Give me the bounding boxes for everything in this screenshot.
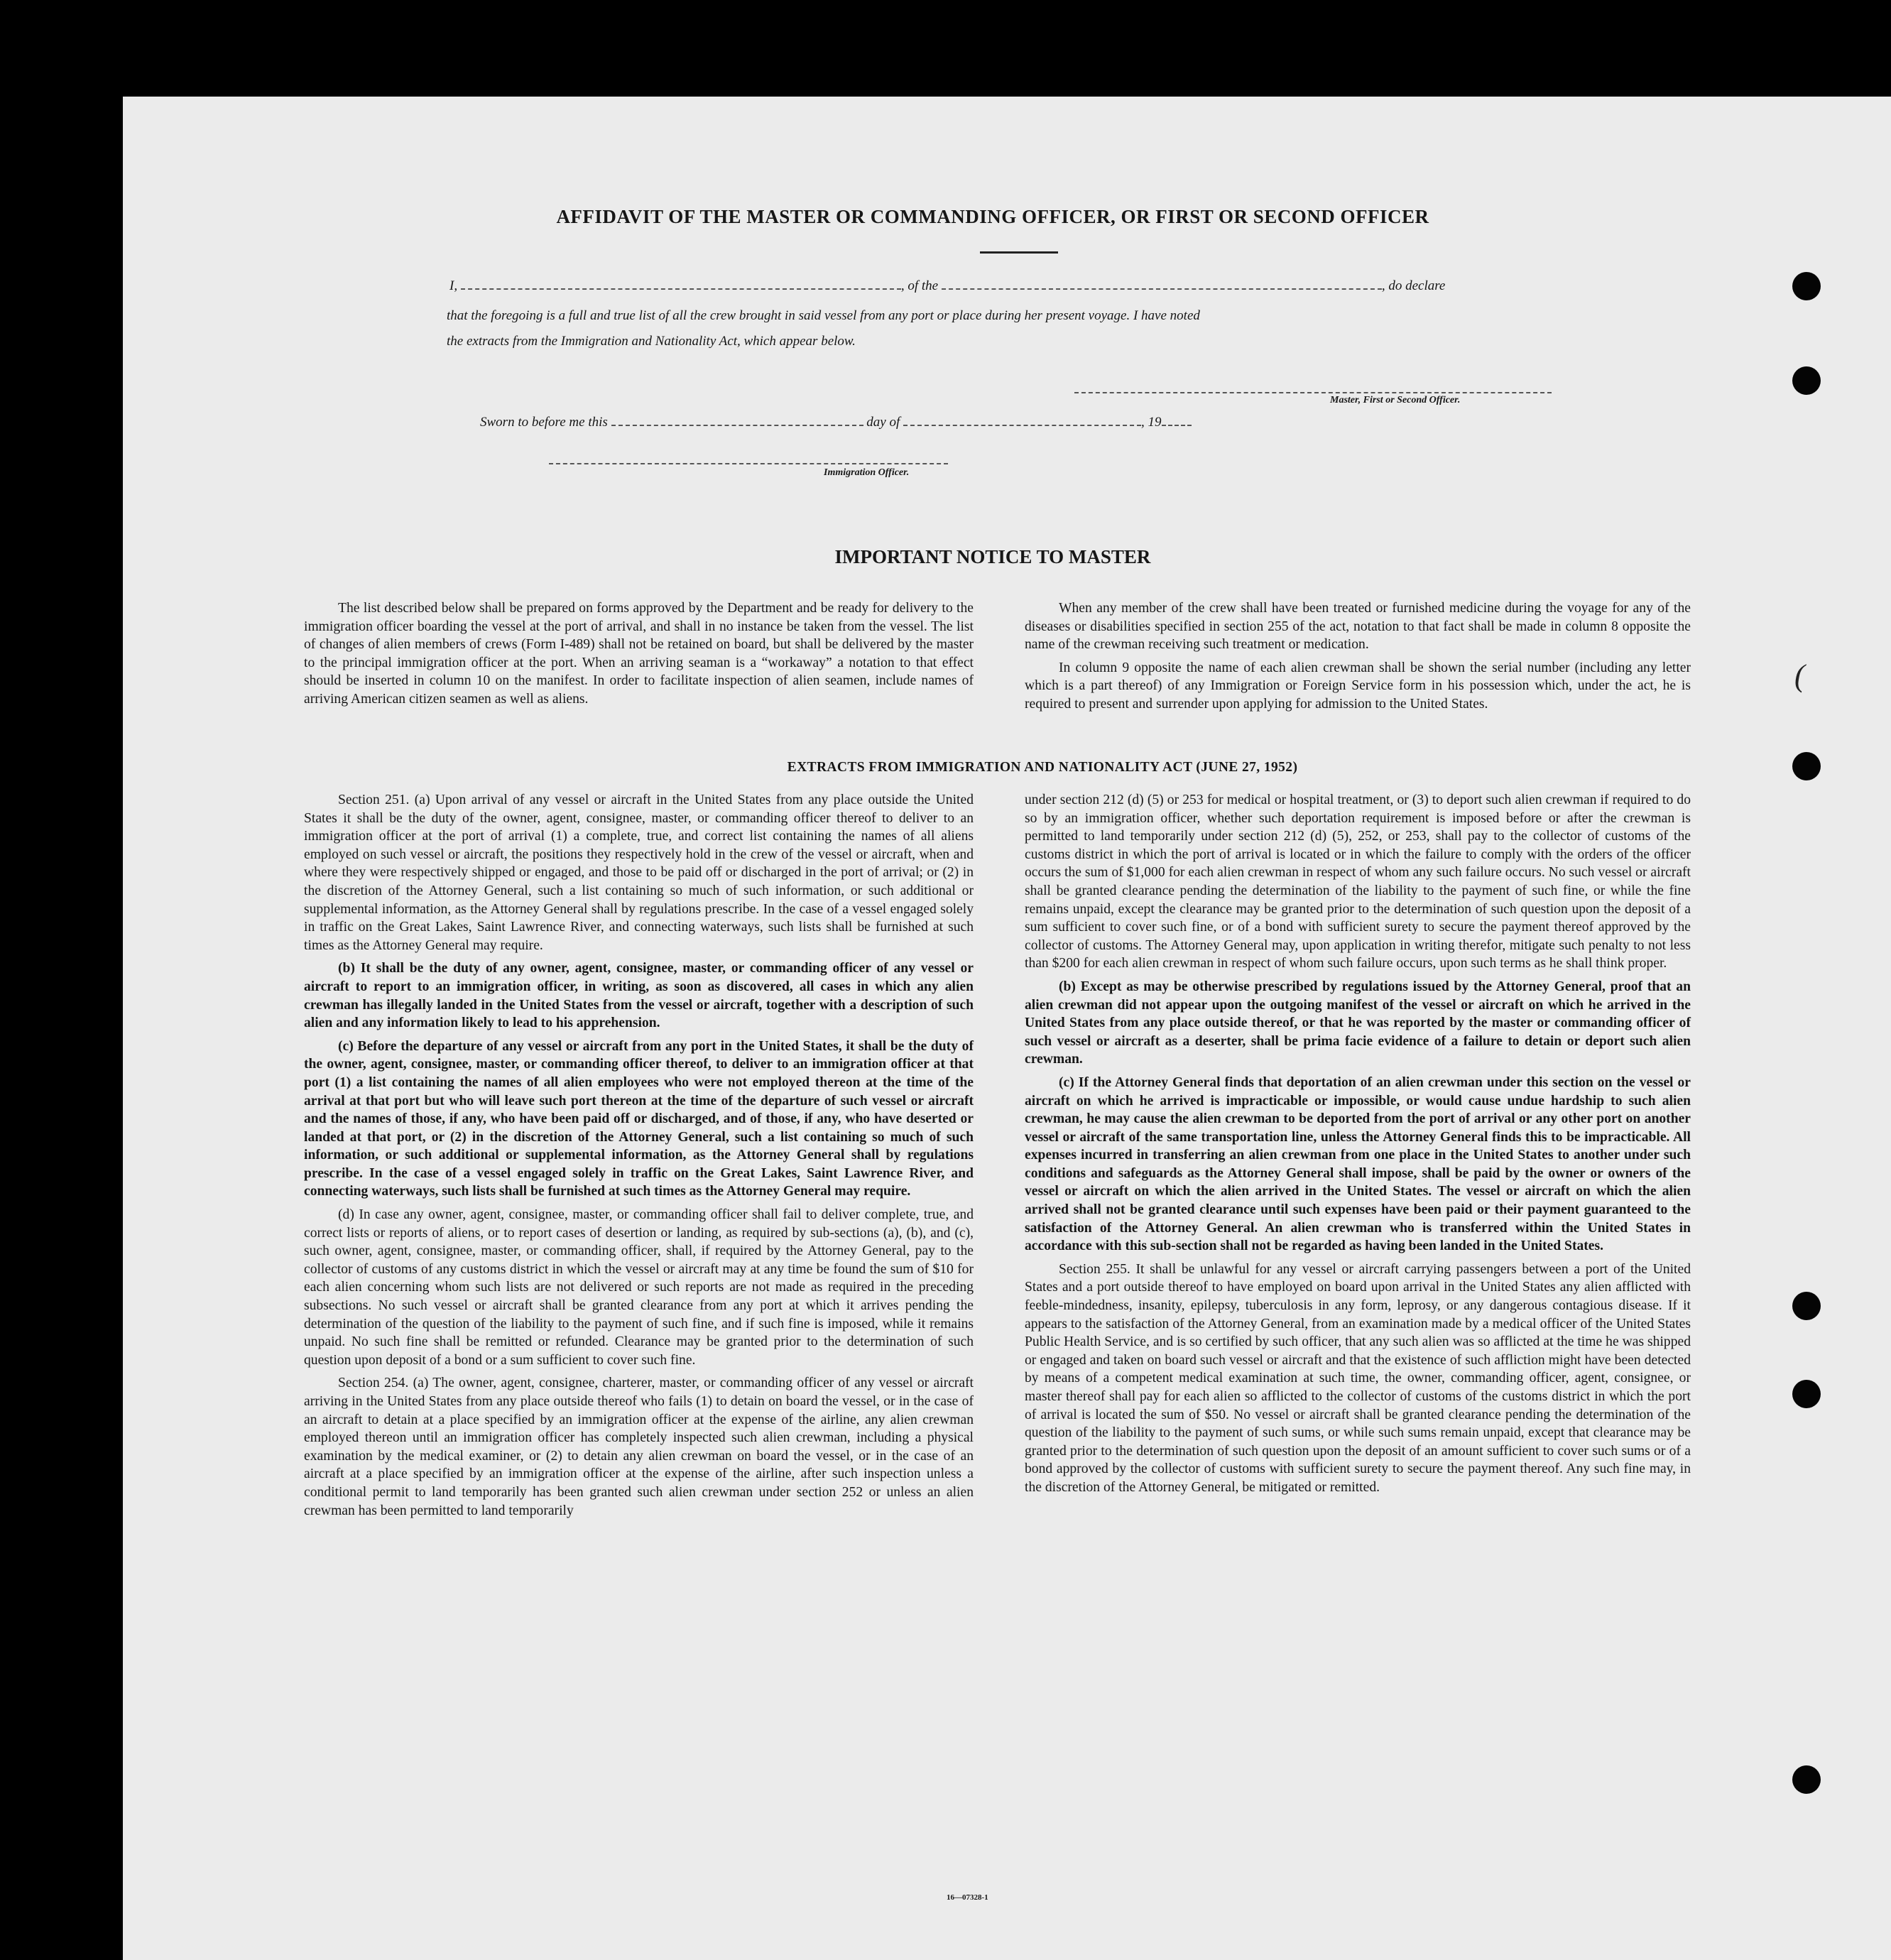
sworn-prefix: Sworn to before me this xyxy=(480,415,608,430)
punch-hole xyxy=(1792,272,1821,300)
section-paragraph: (d) In case any owner, agent, consignee, master, or commanding officer shall fail to deliver complete, true, and correct lists or reports of aliens, or to report cases of desertion or landing, as required by sub-sections (a), (b), and (c), such owner, agent, consignee, master, or commanding officer, shall, if required by the Attorney General, pay to the collector of customs of any customs district in which the vessel or aircraft may at any time be found the sum of $10 for each alien concerning whom such lists are not delivered or such reports are not made as required in the preceding subsections. No such vessel or aircraft shall be granted clearance from any port at which it arrives pending the determination of the question of the liability to the payment of such fine, and if such fine is imposed, while it remains unpaid. No such fine shall be remitted or refunded. Clearance may be granted prior to the determination of such question upon deposit of a bond or a sum sufficient to cover such fine. xyxy=(304,1207,974,1368)
immigration-officer-signature-line[interactable] xyxy=(549,463,948,464)
punch-hole xyxy=(1792,1380,1821,1408)
declaration-line-3: the extracts from the Immigration and Nationality Act, which appear below. xyxy=(447,334,856,349)
declaration-line-1 xyxy=(449,273,1445,300)
declarant-prefix: I, xyxy=(449,278,458,293)
extracts-title: EXTRACTS FROM IMMIGRATION AND NATIONALITY ACT (JUNE 27, 1952) xyxy=(787,760,1298,775)
master-signature-line[interactable] xyxy=(1074,392,1552,393)
notice-paragraph: In column 9 opposite the name of each alien crewman shall be shown the serial number (including any letter which is a part thereof) of any Immigration or Foreign Service form in his possession which, under the act, he is required to present and surrender upon applying for admission to the United States. xyxy=(1025,660,1691,712)
section-paragraph: Section 255. It shall be unlawful for any vessel or aircraft carrying passengers between a port of the United States and a port outside thereof to have employed on board upon arrival in the United States any alien afflicted with feeble-mindedness, insanity, epilepsy, tuberculosis in any form, leprosy, or any dangerous contagious disease. If it appears to the satisfaction of the Attorney General, from an examination made by a medical officer of the United States Public Health Service, and is so certified by such officer, that any such alien was so afflicted at the time he was shipped or engaged and taken on board such vessel or aircraft and that the existence of such affliction might have been detected by means of a competent medical examination at such time, the owner, commanding officer, agent, consignee, or master thereof shall pay for each alien so afflicted to the collector of customs of the customs district in which the port of arrival is located the sum of $50. No vessel or aircraft shall be granted clearance pending the determination of the question of the liability to the payment of such sums, or while such sums remain unpaid, except that clearance may be granted prior to the determination of such question upon the deposit of an amount sufficient to cover such sums or of a bond approved by the collector of customs with sufficient surety to secure the payment thereof. Any such fine may, in the discretion of the Attorney General, be mitigated or remitted. xyxy=(1025,1261,1691,1495)
section-paragraph: (b) It shall be the duty of any owner, agent, consignee, master, or commanding officer of any vessel or aircraft to report to an immigration officer, in writing, as soon as discovered, all cases in which any alien crewman has illegally landed in the United States from the vessel or aircraft, together with a description of such alien and any information likely to lead to his apprehension. xyxy=(304,961,974,1031)
extracts-right-column xyxy=(1025,791,1691,1502)
punch-hole xyxy=(1792,366,1821,395)
punch-hole xyxy=(1792,752,1821,780)
section-paragraph: (c) If the Attorney General finds that deportation of an alien crewman under this section on the vessel or aircraft on which he arrived is impracticable or impossible, or would cause undue hardship to such alien crewman, he may cause the alien crewman to be deported from the port of arrival or any other port on another vessel or aircraft of the same transportation line, unless the Attorney General finds this to be impracticable. All expenses incurred in transferring an alien crewman from one place in the United States to another under such conditions and safeguards as the Attorney General shall impose, shall be paid by the owner or owners of the vessel or aircraft on which the alien arrived in the United States. The vessel or aircraft on which the alien arrived shall not be granted clearance until such expenses have been paid or their payment guaranteed to the satisfaction of the Attorney General. An alien crewman who is transferred within the United States in accordance with this sub-section shall not be regarded as having been landed in the United States. xyxy=(1025,1074,1691,1254)
do-declare-label: , do declare xyxy=(1381,278,1446,293)
sworn-day-field[interactable] xyxy=(611,416,863,426)
notice-left-column xyxy=(304,599,974,714)
punch-hole xyxy=(1792,1292,1821,1320)
margin-mark: ( xyxy=(1794,658,1805,693)
notice-title: IMPORTANT NOTICE TO MASTER xyxy=(834,546,1151,567)
master-signature-label: Master, First or Second Officer. xyxy=(1330,395,1461,405)
section-paragraph: under section 212 (d) (5) or 253 for medical or hospital treatment, or (3) to deport such alien crewman if required to do so by an immigration officer, whether such deportation requirement is imposed before or after the crewman is permitted to land temporarily under section 212 (d) (5), 252, or 253, shall pay to the collector of customs of the customs district in which the port of arrival is located or in which the failure to comply with the orders of the officer occurs the sum of $1,000 for each alien crewman in respect of whom any such failure occurs. No such vessel or aircraft shall be granted clearance pending the determination of the liability to the payment of such fine, or while the fine remains unpaid, except the clearance may be granted prior to the determination of such question upon the deposit of a sum sufficient to cover such fine, or of a bond with sufficient surety to secure the payment thereof approved by the collector of customs. The Attorney General may, upon application in writing therefor, mitigate such penalty to not less than $200 for each alien crewman in respect of whom such failure occurs, upon such terms as he shall think proper. xyxy=(1025,793,1691,971)
sworn-line xyxy=(480,409,1192,436)
declaration-line-2: that the foregoing is a full and true list of all the crew brought in said vessel from any port or place during her present voyage. I have noted xyxy=(447,308,1200,323)
vessel-name-field[interactable] xyxy=(942,280,1382,290)
sworn-year-field[interactable] xyxy=(1162,416,1192,426)
section-paragraph: (c) Before the departure of any vessel or aircraft from any port in the United States, it shall be the duty of the owner, agent, consignee, master, or commanding officer thereof, to deliver to an immigration officer at that port (1) a list containing the names of all alien employees who were not employed thereon at the time of the arrival at that port but who will leave such port thereon at the time of the departure of such vessel or aircraft and the names of those, if any, who have been paid off or discharged, and of those, if any, who have deserted or landed at that port, or (2) in the discretion of the Attorney General, such a list containing so much of such information, or such additional or supplemental information, as the Attorney General shall by regulations prescribe. In the case of a vessel engaged solely in traffic on the Great Lakes, Saint Lawrence River, and connecting waterways, such lists shall be furnished at such times as the Attorney General may require. xyxy=(304,1038,974,1199)
section-paragraph: Section 254. (a) The owner, agent, consignee, charterer, master, or commanding officer of any vessel or aircraft arriving in the United States from any place outside thereof who fails (1) to detain on board the vessel, or in the case of an aircraft to detain at a place specified by an immigration officer at the expense of the airline, any alien crewman employed thereon until an immigration officer has completely inspected such alien crewman, including a physical examination by the medical examiner, or (2) to detain any alien crewman on board the vessel, or in the case of an aircraft at a place specified by an immigration officer at the expense of the airline, after such inspection unless a conditional permit to land temporarily has been granted such alien crewman under section 252 or unless an alien crewman has been permitted to land temporarily xyxy=(304,1376,974,1518)
of-the-label: , of the xyxy=(900,278,939,293)
section-paragraph: Section 251. (a) Upon arrival of any vessel or aircraft in the United States from any place outside the United States it shall be the duty of the owner, agent, consignee, master, or commanding officer thereof to deliver to an immigration officer at the port of arrival (1) a complete, true, and correct list containing the names of all aliens employed on such vessel or aircraft, the positions they respectively hold in the crew of the vessel or aircraft, when and where they were respectively shipped or engaged, and those to be paid off or discharged in the port of arrival; or (2) in the discretion of the Attorney General, such a list containing so much of such information, or such additional or supplemental information, as the Attorney General shall by regulations prescribe. In the case of a vessel engaged solely in traffic on the Great Lakes, Saint Lawrence River, and connecting waterways, such lists shall be furnished at such times as the Attorney General may require. xyxy=(304,793,974,953)
immigration-officer-label: Immigration Officer. xyxy=(824,467,910,478)
notice-paragraph: The list described below shall be prepared on forms approved by the Department and be ready for delivery to the immigration officer boarding the vessel at the port of arrival, and shall in no instance be taken from the vessel. The list of changes of alien members of crews (Form I-489) shall not be retained on board, but shall be delivered by the master to the principal immigration officer at the port. When an arriving seaman is a “workaway” a notation to that effect should be inserted in column 10 on the manifest. In order to facilitate inspection of alien seamen, include names of arriving American citizen seamen as well as aliens. xyxy=(304,601,974,707)
form-number: 16—07328-1 xyxy=(947,1893,988,1902)
sworn-month-field[interactable] xyxy=(903,416,1141,426)
title-divider xyxy=(980,251,1058,254)
notice-paragraph: When any member of the crew shall have been treated or furnished medicine during the voyage for any of the diseases or disabilities specified in section 255 of the act, notation to that fact shall be made in column 8 opposite the name of the crewman receiving such treatment or medication. xyxy=(1025,601,1691,653)
declarant-name-field[interactable] xyxy=(461,280,901,290)
section-paragraph: (b) Except as may be otherwise prescribed by regulations issued by the Attorney General, proof that an alien crewman did not appear upon the outgoing manifest of the vessel or aircraft on which he arrived in the United States from any place outside thereof, or that he was reported by the master or commanding officer of such vessel or aircraft as a deserter, shall be prima facie evidence of a failure to detain or deport such alien crewman. xyxy=(1025,979,1691,1067)
affidavit-title: AFFIDAVIT OF THE MASTER OR COMMANDING OFFICER, OR FIRST OR SECOND OFFICER xyxy=(556,206,1429,227)
document-page xyxy=(123,97,1891,1960)
sworn-day-of-label: day of xyxy=(866,415,900,430)
sworn-year-label: , 19 xyxy=(1141,415,1162,430)
extracts-left-column xyxy=(304,791,974,1525)
punch-hole xyxy=(1792,1765,1821,1794)
notice-right-column xyxy=(1025,599,1691,719)
